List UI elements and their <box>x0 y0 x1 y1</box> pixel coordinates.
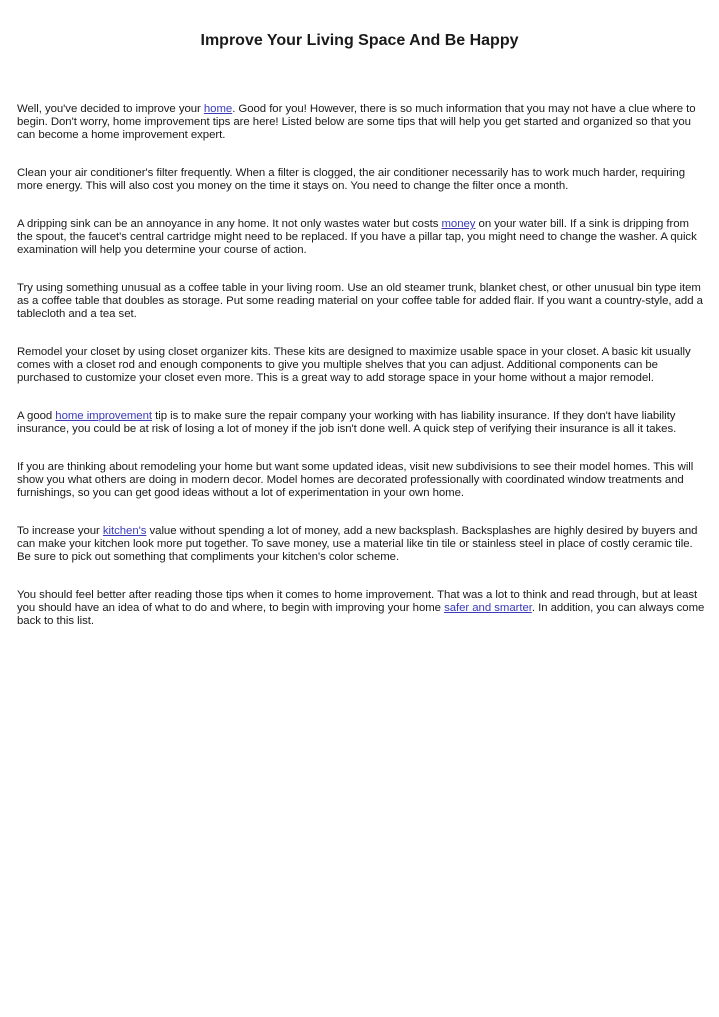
inline-link[interactable]: safer and smarter <box>444 602 532 614</box>
paragraph-text: A dripping sink can be an annoyance in any home. It not only wastes water but costs <box>17 218 442 230</box>
paragraph-text: value without spending a lot of money, add a new backsplash. Backsplashes are highly desired by buyers and can make your kitchen look more put together. To save money, use a material like tin tile or stainless steel in place of costly ceramic tile. Be sure to pick out something that compliments your kitchen's color scheme. <box>17 525 698 563</box>
paragraph-text: on your water bill. If a sink is dripping from the spout, the faucet's central cartridge might need to be replaced. If you have a pillar tap, you might need to change the washer. A quick examination will help you determine your course of action. <box>17 218 697 256</box>
document-title: Improve Your Living Space And Be Happy <box>200 32 519 49</box>
paragraph-text: . Good for you! However, there is so much information that you may not have a clue where to begin. Don't worry, home improvement tips are here! Listed below are some tips that will help you get started and organized so that you can become a home improvement expert. <box>17 103 696 141</box>
document-body <box>17 103 705 653</box>
paragraph <box>17 103 705 142</box>
inline-link[interactable]: kitchen's <box>102 525 147 537</box>
paragraph <box>17 461 705 500</box>
paragraph-text: A good <box>17 410 56 422</box>
paragraph <box>17 525 705 564</box>
paragraph-text: Remodel your closet by using closet organizer kits. These kits are designed to maximize usable space in your closet. A basic kit usually comes with a closet rod and enough components to give you multiple shelves that you can adjust. Additional components can be purchased to customize your closet even more. This is a great way to add storage space in your home without a major remodel. <box>17 346 691 384</box>
inline-link[interactable]: money <box>441 218 476 230</box>
paragraph-text: Try using something unusual as a coffee table in your living room. Use an old steamer trunk, blanket chest, or other unusual bin type item as a coffee table that doubles as storage. Put some reading material on your coffee table for added flair. If you want a country-style, add a tablecloth and a tea set. <box>17 282 703 320</box>
paragraph <box>17 346 705 385</box>
inline-link[interactable]: home improvement <box>55 410 152 422</box>
paragraph <box>17 589 705 628</box>
paragraph <box>17 218 705 257</box>
inline-link[interactable]: home <box>203 103 233 115</box>
paragraph-text: tip is to make sure the repair company your working with has liability insurance. If they don't have liability insurance, you could be at risk of losing a lot of money if the job isn't done well. A quick step of verifying their insurance is all it takes. <box>17 410 677 435</box>
paragraph <box>17 410 705 436</box>
paragraph <box>17 167 705 193</box>
paragraph-text: Well, you've decided to improve your <box>17 103 204 115</box>
paragraph-text: . In addition, you can always come back to this list. <box>17 602 705 627</box>
paragraph-text: You should feel better after reading those tips when it comes to home improvement. That was a lot to think and read through, but at least you should have an idea of what to do and where, to begin with improving your home <box>17 589 698 614</box>
paragraph-text: Clean your air conditioner's filter frequently. When a filter is clogged, the air conditioner necessarily has to work much harder, requiring more energy. This will also cost you money on the time it stays on. You need to change the filter once a month. <box>17 167 685 192</box>
paragraph-text: To increase your <box>17 525 103 537</box>
paragraph-text: If you are thinking about remodeling your home but want some updated ideas, visit new subdivisions to see their model homes. This will show you what others are doing in modern decor. Model homes are decorated professionally with coordinated window treatments and furnishings, so you can get good ideas without a lot of experimentation in your own home. <box>17 461 694 499</box>
paragraph <box>17 282 705 321</box>
